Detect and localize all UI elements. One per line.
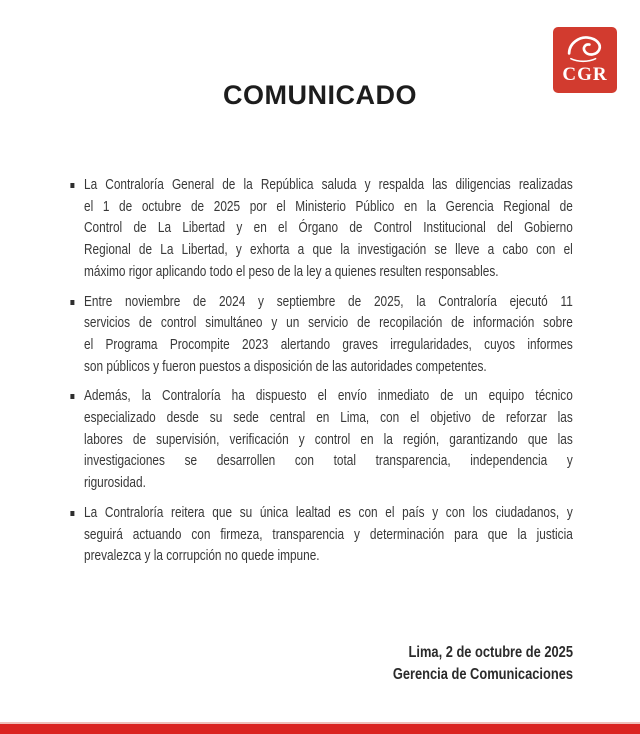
bullet-item xyxy=(84,175,573,284)
bullet-line: especializado desde su sede central en Lima, con el objetivo de reforzar las xyxy=(84,410,573,427)
bullet-line: servicios de control simultáneo y un servicio de recopilación de información sobre xyxy=(84,315,573,332)
page-title: COMUNICADO xyxy=(223,80,417,110)
bullet-line: Regional de La Libertad, y exhorta a que la investigación se lleve a cabo con el xyxy=(84,242,573,259)
signature-block xyxy=(341,642,573,685)
bottom-red-bar xyxy=(0,722,640,734)
bullet-line: el Programa Procompite 2023 alertando graves irregularidades, cuyos informes xyxy=(84,336,573,353)
bullet-line: seguirá actuando con firmeza, transparencia y determinación para que la justicia xyxy=(84,526,573,543)
bullet-line: Control de La Libertad y en el Órgano de Control Institucional del Gobierno xyxy=(84,220,573,237)
bullet-line: prevalezca y la corrupción no quede impune. xyxy=(84,548,320,565)
bullet-line: labores de supervisión, verificación y control en la región, garantizando que las xyxy=(84,431,573,448)
signature-line: Gerencia de Comunicaciones xyxy=(392,665,573,683)
bullet-line: rigurosidad. xyxy=(84,475,146,492)
bullet-line: La Contraloría General de la República saluda y respalda las diligencias realizadas xyxy=(84,177,573,193)
bullet-list xyxy=(84,175,573,568)
bullet-line: el 1 de octubre de 2025 por el Ministerio Público en la Gerencia Regional de xyxy=(84,198,573,215)
bullet-item xyxy=(84,292,573,379)
signature-line: Lima, 2 de octubre de 2025 xyxy=(408,644,573,661)
bullet-item xyxy=(84,386,573,495)
bullet-line: Entre noviembre de 2024 y septiembre de 2025, la Contraloría ejecutó 11 xyxy=(84,293,573,310)
bullet-line: La Contraloría reitera que su única lealtad es con el país y con los ciudadanos, y xyxy=(84,504,573,521)
cgr-logo-text: CGR xyxy=(562,64,608,85)
bullet-item xyxy=(84,503,573,568)
bullet-line: máximo rigor aplicando todo el peso de la ley a quienes resulten responsables. xyxy=(84,263,499,280)
bullet-line: son públicos y fueron puestos a disposición de las autoridades competentes. xyxy=(84,358,487,375)
cgr-swirl-icon xyxy=(564,34,606,64)
bullet-line: Además, la Contraloría ha dispuesto el envío inmediato de un equipo técnico xyxy=(84,388,573,405)
bullet-line: investigaciones se desarrollen con total transparencia, independencia y xyxy=(84,453,573,470)
